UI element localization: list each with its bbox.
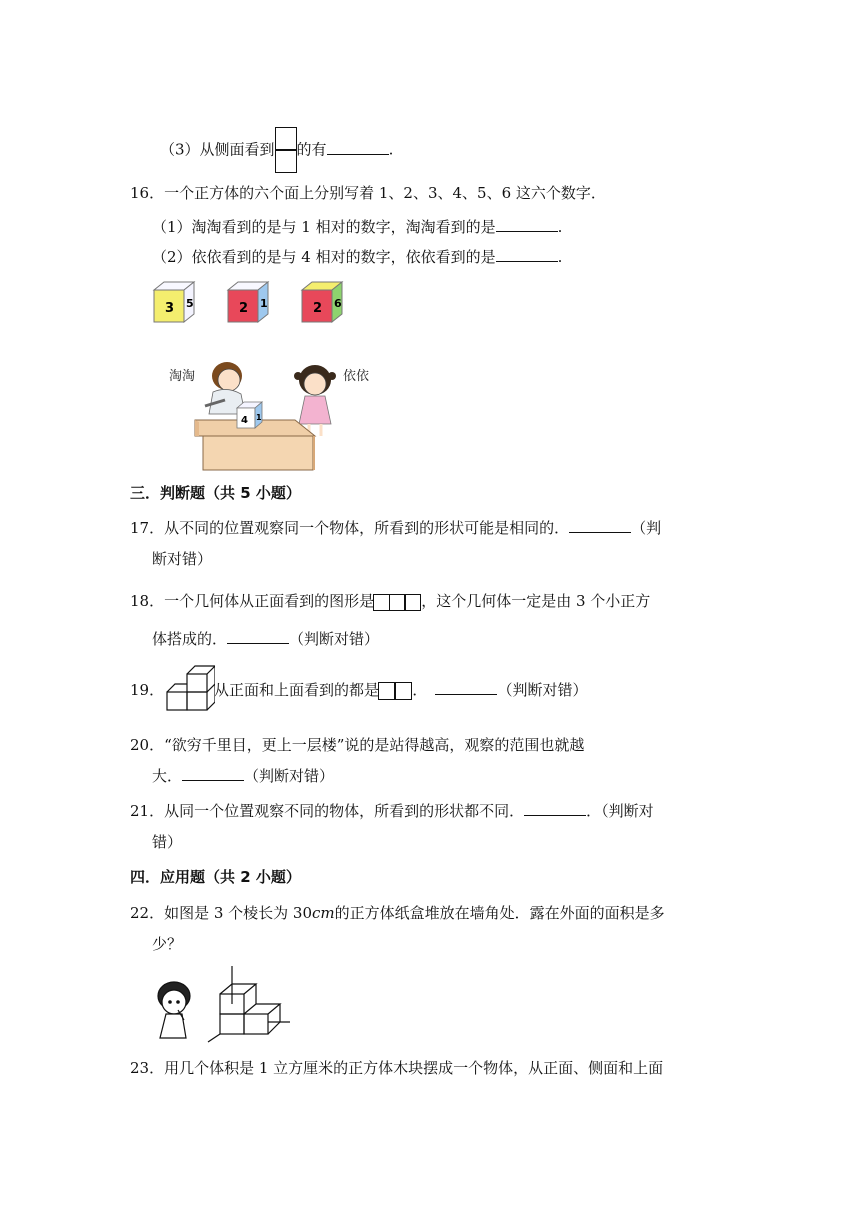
answer-blank[interactable] (569, 517, 631, 533)
q20-line1: 20．“欲穷千里目，更上一层楼”说的是站得越高，观察的范围也就越 (130, 736, 585, 754)
answer-blank[interactable] (496, 216, 558, 232)
number-cubes-figure (150, 276, 360, 328)
q16-sub1: （1）淘淘看到的是与 1 相对的数字，淘淘看到的是 . (152, 218, 563, 236)
label-taotao: 淘淘 (169, 369, 196, 384)
stacked-cubes-figure (163, 662, 215, 712)
cube-2 (228, 282, 268, 322)
thinking-boy-illustration (158, 982, 190, 1038)
q17-line1: 17．从不同的位置观察同一个物体，所看到的形状可能是相同的． （判 (130, 519, 662, 537)
answer-blank[interactable] (182, 765, 244, 781)
q21-line2: 错） (152, 833, 183, 851)
svg-text:1: 1 (256, 413, 262, 422)
svg-text:2: 2 (313, 301, 323, 316)
q16-sub2: （2）依依看到的是与 4 相对的数字，依依看到的是 . (152, 248, 563, 266)
answer-blank[interactable] (227, 628, 289, 644)
cube-1 (154, 282, 194, 322)
label-yiyi: 依依 (343, 369, 370, 384)
q19-num: 19． (130, 681, 165, 699)
q22-line1: 22．如图是 3 个棱长为 30cm的正方体纸盒堆放在墙角处．露在外面的面积是多 (130, 904, 665, 922)
q16-stem: 16．一个正方体的六个面上分别写着 1、2、3、4、5、6 这六个数字． (130, 184, 606, 202)
corner-boxes-figure (148, 964, 298, 1046)
q22-line2: 少？ (152, 935, 183, 953)
svg-text:6: 6 (334, 297, 342, 310)
section-3-heading: 三．判断题（共 5 小题） (130, 484, 301, 502)
three-square-view (374, 594, 421, 611)
kids-table-figure (165, 358, 375, 472)
svg-text:1: 1 (260, 297, 268, 310)
q15-sub3: （3）从侧面看到 的有 . (160, 128, 393, 173)
q21-line1: 21．从同一个位置观察不同的物体，所看到的形状都不同． ．（判断对 (130, 802, 654, 820)
q19-text: 从正面和上面看到的都是 ． （判断对错） (214, 681, 588, 699)
section-4-heading: 四．应用题（共 2 小题） (130, 868, 301, 886)
svg-text:2: 2 (239, 301, 249, 316)
answer-blank[interactable] (524, 800, 586, 816)
cube-3 (302, 282, 342, 322)
q17-line2: 断对错） (152, 550, 213, 568)
boxes-in-corner (208, 966, 290, 1042)
svg-text:3: 3 (165, 301, 175, 316)
two-square-view (379, 682, 412, 700)
answer-blank[interactable] (435, 679, 497, 695)
table-cube (237, 402, 262, 428)
q18-line1: 18．一个几何体从正面看到的图形是 ，这个几何体一定是由 3 个小正方 (130, 592, 651, 610)
answer-blank[interactable] (496, 246, 558, 262)
svg-text:5: 5 (186, 297, 194, 310)
q20-line2: 大． （判断对错） (152, 767, 335, 785)
q18-line2: 体搭成的． （判断对错） (152, 630, 380, 648)
q23-line1: 23．用几个体积是 1 立方厘米的正方体木块摆成一个物体，从正面、侧面和上面 (130, 1059, 664, 1077)
side-view-figure (275, 128, 297, 173)
answer-blank[interactable] (327, 139, 389, 155)
svg-text:4: 4 (241, 415, 248, 426)
